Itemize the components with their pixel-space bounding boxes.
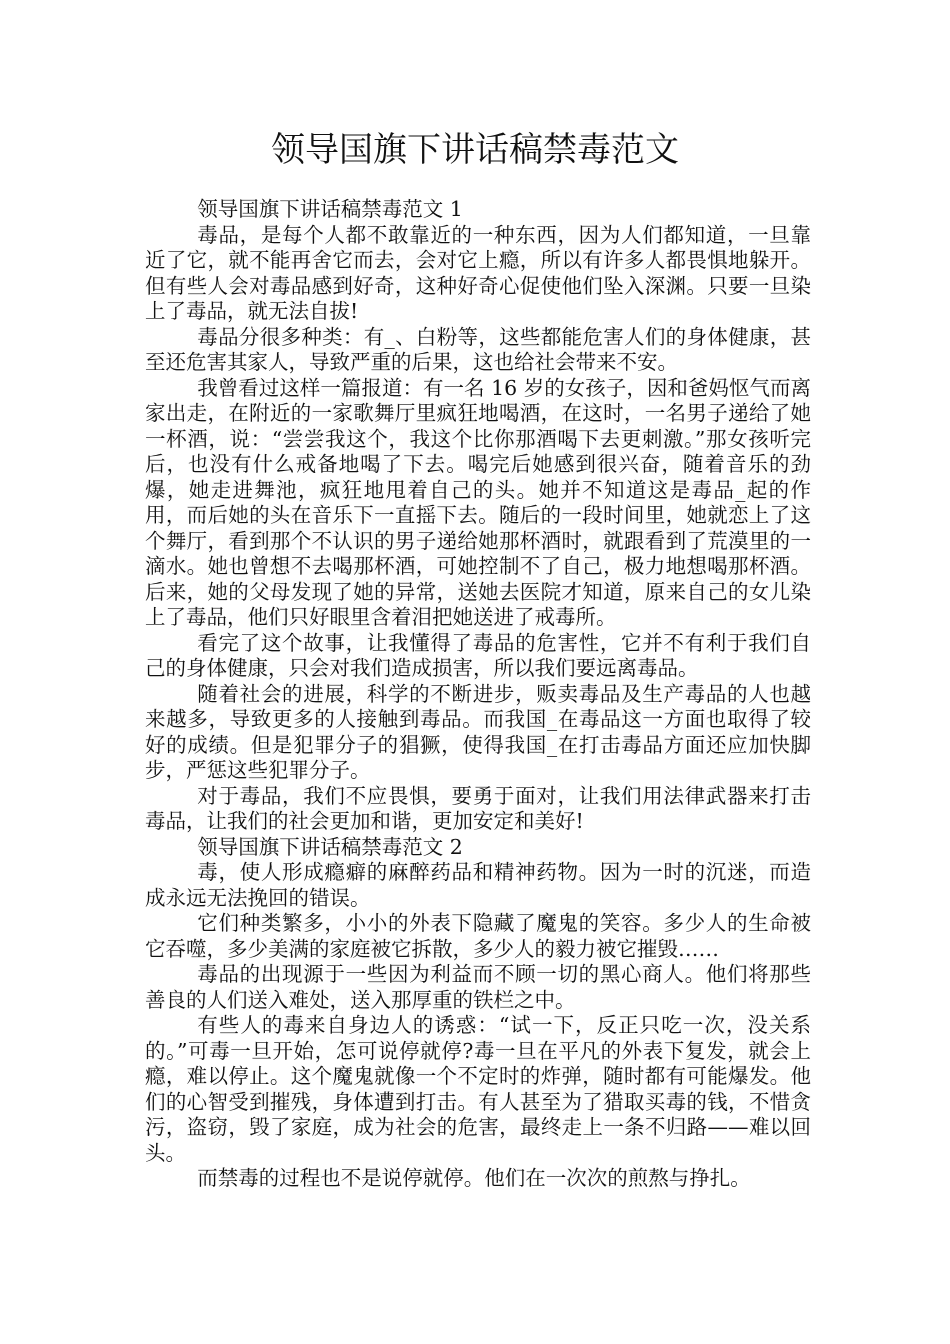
document-title: 领导国旗下讲话稿禁毒范文 (271, 130, 679, 170)
paragraph: 毒品，是每个人都不敢靠近的一种东西，因为人们都知道，一旦靠近了它，就不能再舍它而去，会对它上瘾，所以有许多人都畏惧地躲开。但有些人会对毒品感到好奇，这种好奇心促使他们坠入深渊。只要一旦染上了毒品，就无法自拔! (145, 222, 811, 323)
paragraph: 有些人的毒来自身边人的诱惑：“试一下，反正只吃一次，没关系的。”可毒一旦开始，怎可说停就停?毒一旦在平凡的外表下复发，就会上瘾，难以停止。这个魔鬼就像一个不定时的炸弹，随时都有可能爆发。他们的心智受到摧残，身体遭到打击。有人甚至为了猎取买毒的钱，不惜贪污，盗窃，毁了家庭，成为社会的危害，最终走上一条不归路——难以回头。 (145, 1013, 811, 1165)
paragraph: 我曾看过这样一篇报道：有一名 16 岁的女孩子，因和爸妈怄气而离家出走，在附近的一家歌舞厅里疯狂地喝酒，在这时，一名男子递给了她一杯酒，说：“尝尝我这个，我这个比你那酒喝下去更刺激。”那女孩听完后，也没有什么戒备地喝了下去。喝完后她感到很兴奋，随着音乐的劲爆，她走进舞池，疯狂地甩着自己的头。她并不知道这是毒品_起的作用，而后她的头在音乐下一直摇下去。随后的一段时间里，她就恋上了这个舞厅，看到那个不认识的男子递给她那杯酒时，就跟看到了荒漠里的一滴水。她也曾想不去喝那杯酒，可她控制不了自己，极力地想喝那杯酒。后来，她的父母发现了她的异常，送她去医院才知道，原来自己的女儿染上了毒品，他们只好眼里含着泪把她送进了戒毒所。 (145, 375, 811, 629)
paragraph: 看完了这个故事，让我懂得了毒品的危害性，它并不有利于我们自己的身体健康，只会对我们造成损害，所以我们要远离毒品。 (145, 630, 811, 680)
paragraph: 而禁毒的过程也不是说停就停。他们在一次次的煎熬与挣扎。 (197, 1166, 751, 1190)
paragraph: 毒品的出现源于一些因为利益而不顾一切的黑心商人。他们将那些善良的人们送入难处，送入那厚重的铁栏之中。 (145, 962, 811, 1012)
paragraph: 毒，使人形成瘾癖的麻醉药品和精神药物。因为一时的沉迷，而造成永远无法挽回的错误。 (145, 860, 811, 910)
paragraph: 它们种类繁多，小小的外表下隐藏了魔鬼的笑容。多少人的生命被它吞噬，多少美满的家庭被它拆散，多少人的毅力被它摧毁…… (145, 911, 811, 961)
paragraph: 毒品分很多种类：有_、白粉等，这些都能危害人们的身体健康，甚至还危害其家人，导致严重的后果，这也给社会带来不安。 (145, 324, 811, 374)
section-heading-1: 领导国旗下讲话稿禁毒范文 1 (197, 197, 463, 221)
section-heading-2: 领导国旗下讲话稿禁毒范文 2 (197, 834, 463, 859)
paragraph: 对于毒品，我们不应畏惧，要勇于面对，让我们用法律武器来打击毒品，让我们的社会更加和谐，更加安定和美好! (145, 783, 811, 833)
document-body (145, 197, 811, 1192)
paragraph: 随着社会的进展，科学的不断进步，贩卖毒品及生产毒品的人也越来越多，导致更多的人接触到毒品。而我国_在毒品这一方面也取得了较好的成绩。但是犯罪分子的猖獗，使得我国_在打击毒品方面还应加快脚步，严惩这些犯罪分子。 (145, 681, 811, 782)
